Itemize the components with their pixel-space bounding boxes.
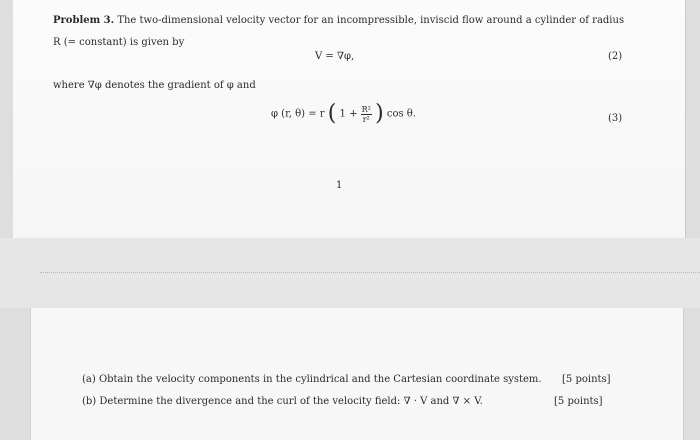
- equation-3-number: (3): [608, 113, 623, 124]
- equation-2: V = ∇φ,: [315, 51, 355, 62]
- page-separator: [40, 272, 700, 273]
- equation-2-number: (2): [608, 51, 623, 62]
- fraction-numerator: R²: [361, 104, 371, 114]
- equation-3-one-plus: 1 +: [339, 108, 358, 120]
- problem-intro-line2: R (= constant) is given by: [53, 37, 185, 48]
- question-b-text: (b) Determine the divergence and the curl of the velocity field: ∇ · V and ∇ × V.: [82, 396, 483, 407]
- page-gap: [0, 238, 700, 308]
- equation-3-lhs: φ (r, θ) = r: [271, 108, 325, 120]
- equation-3-fraction: [361, 105, 372, 124]
- equation-3: [271, 101, 416, 126]
- questions-page: [30, 308, 684, 440]
- problem-page: [13, 0, 686, 238]
- fraction-denominator: r²: [362, 114, 370, 124]
- right-paren: ): [375, 101, 384, 126]
- left-paren: (: [327, 101, 337, 126]
- problem-intro-text: The two-dimensional velocity vector for an incompressible, inviscid flow around a cylinder of radius: [117, 15, 625, 26]
- equation-3-tail: cos θ.: [386, 108, 416, 120]
- problem-label: Problem 3.: [53, 15, 115, 26]
- problem-intro-line1: [53, 15, 624, 27]
- question-a-text: (a) Obtain the velocity components in the cylindrical and the Cartesian coordinate system.: [82, 374, 542, 385]
- where-text: where ∇φ denotes the gradient of φ and: [53, 80, 256, 91]
- page-number: 1: [336, 180, 343, 191]
- question-a-points: [5 points]: [562, 374, 611, 385]
- question-b-points: [5 points]: [554, 396, 603, 407]
